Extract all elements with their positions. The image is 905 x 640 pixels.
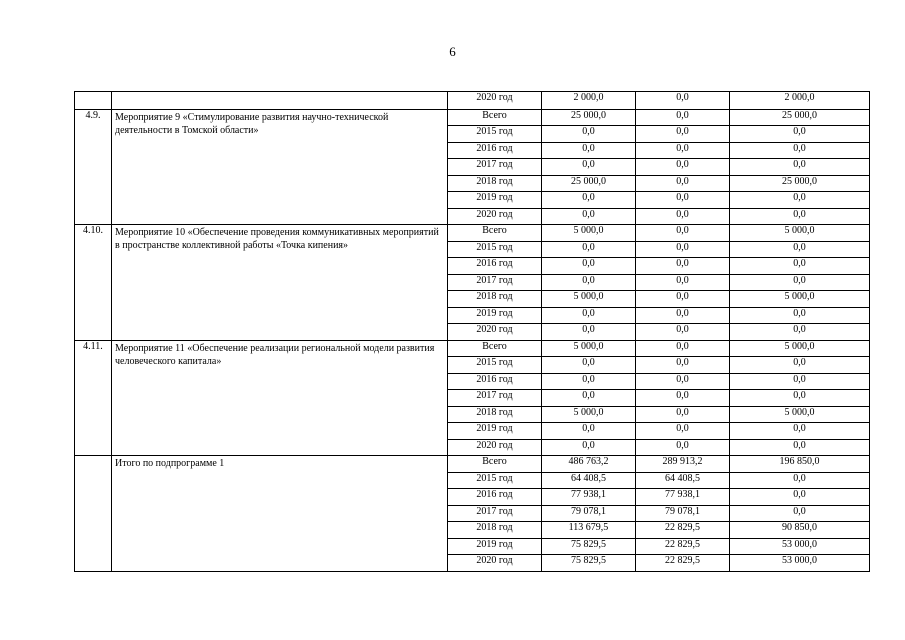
year-cell: 2015 год	[448, 357, 542, 374]
total-cell: 0,0	[542, 357, 636, 374]
value-cell-col3: 0,0	[730, 192, 870, 209]
value-cell-col2: 289 913,2	[636, 456, 730, 473]
item-title	[112, 92, 448, 110]
table-body	[75, 92, 870, 572]
year-cell: 2018 год	[448, 175, 542, 192]
value-cell-col2: 77 938,1	[636, 489, 730, 506]
total-cell: 5 000,0	[542, 291, 636, 308]
value-cell-col2: 22 829,5	[636, 538, 730, 555]
year-cell: 2019 год	[448, 307, 542, 324]
value-cell-col3: 5 000,0	[730, 225, 870, 242]
value-cell-col3: 196 850,0	[730, 456, 870, 473]
year-cell: 2015 год	[448, 126, 542, 143]
value-cell-col3: 0,0	[730, 258, 870, 275]
value-cell-col3: 53 000,0	[730, 538, 870, 555]
item-title: Мероприятие 10 «Обеспечение проведения коммуникативных мероприятий в пространстве коллективной работы «Точка кипения»	[112, 225, 448, 341]
total-cell: 0,0	[542, 274, 636, 291]
year-cell: 2016 год	[448, 258, 542, 275]
page-number: 6	[449, 44, 456, 59]
value-cell-col3: 25 000,0	[730, 109, 870, 126]
year-cell: Всего	[448, 456, 542, 473]
total-cell: 0,0	[542, 307, 636, 324]
total-cell: 486 763,2	[542, 456, 636, 473]
value-cell-col2: 0,0	[636, 109, 730, 126]
value-cell-col3: 0,0	[730, 274, 870, 291]
value-cell-col2: 0,0	[636, 225, 730, 242]
table-row	[75, 109, 870, 126]
year-cell: 2017 год	[448, 390, 542, 407]
year-cell: 2017 год	[448, 505, 542, 522]
value-cell-col2: 22 829,5	[636, 522, 730, 539]
total-cell: 0,0	[542, 390, 636, 407]
value-cell-col3: 0,0	[730, 159, 870, 176]
value-cell-col3: 0,0	[730, 142, 870, 159]
item-title: Мероприятие 11 «Обеспечение реализации региональной модели развития человеческого капитала»	[112, 340, 448, 456]
value-cell-col3: 0,0	[730, 439, 870, 456]
value-cell-col2: 0,0	[636, 192, 730, 209]
value-cell-col2: 0,0	[636, 291, 730, 308]
total-cell: 79 078,1	[542, 505, 636, 522]
year-cell: 2019 год	[448, 423, 542, 440]
total-cell: 75 829,5	[542, 555, 636, 572]
total-cell: 0,0	[542, 208, 636, 225]
total-cell: 77 938,1	[542, 489, 636, 506]
year-cell: 2016 год	[448, 489, 542, 506]
year-cell: 2018 год	[448, 522, 542, 539]
year-cell: 2017 год	[448, 274, 542, 291]
total-cell: 0,0	[542, 439, 636, 456]
value-cell-col3: 5 000,0	[730, 340, 870, 357]
total-cell: 113 679,5	[542, 522, 636, 539]
item-number: 4.11.	[75, 340, 112, 456]
item-number: 4.10.	[75, 225, 112, 341]
value-cell-col3: 0,0	[730, 423, 870, 440]
value-cell-col2: 0,0	[636, 274, 730, 291]
year-cell: Всего	[448, 340, 542, 357]
value-cell-col3: 0,0	[730, 208, 870, 225]
table-row	[75, 92, 870, 110]
total-cell: 0,0	[542, 126, 636, 143]
total-cell: 0,0	[542, 142, 636, 159]
value-cell-col3: 0,0	[730, 241, 870, 258]
value-cell-col3: 25 000,0	[730, 175, 870, 192]
value-cell-col3: 0,0	[730, 126, 870, 143]
value-cell-col2: 0,0	[636, 241, 730, 258]
year-cell: 2017 год	[448, 159, 542, 176]
value-cell-col2: 0,0	[636, 142, 730, 159]
total-cell: 0,0	[542, 159, 636, 176]
value-cell-col3: 0,0	[730, 390, 870, 407]
year-cell: 2015 год	[448, 472, 542, 489]
value-cell-col2: 64 408,5	[636, 472, 730, 489]
year-cell: 2019 год	[448, 538, 542, 555]
year-cell: 2020 год	[448, 555, 542, 572]
total-cell: 0,0	[542, 241, 636, 258]
total-cell: 0,0	[542, 324, 636, 341]
year-cell: 2016 год	[448, 373, 542, 390]
total-cell: 0,0	[542, 192, 636, 209]
value-cell-col2: 0,0	[636, 423, 730, 440]
year-cell: 2020 год	[448, 92, 542, 110]
year-cell: 2015 год	[448, 241, 542, 258]
value-cell-col2: 0,0	[636, 324, 730, 341]
table-row	[75, 456, 870, 473]
value-cell-col3: 0,0	[730, 489, 870, 506]
value-cell-col3: 0,0	[730, 357, 870, 374]
value-cell-col2: 0,0	[636, 159, 730, 176]
value-cell-col2: 0,0	[636, 357, 730, 374]
value-cell-col2: 0,0	[636, 258, 730, 275]
year-cell: 2020 год	[448, 324, 542, 341]
year-cell: Всего	[448, 109, 542, 126]
value-cell-col3: 0,0	[730, 307, 870, 324]
value-cell-col2: 0,0	[636, 390, 730, 407]
value-cell-col2: 79 078,1	[636, 505, 730, 522]
total-cell: 5 000,0	[542, 225, 636, 242]
year-cell: 2019 год	[448, 192, 542, 209]
budget-table	[74, 91, 870, 572]
value-cell-col2: 0,0	[636, 307, 730, 324]
value-cell-col2: 0,0	[636, 439, 730, 456]
total-cell: 25 000,0	[542, 175, 636, 192]
total-cell: 75 829,5	[542, 538, 636, 555]
value-cell-col3: 5 000,0	[730, 406, 870, 423]
value-cell-col3: 0,0	[730, 373, 870, 390]
value-cell-col3: 5 000,0	[730, 291, 870, 308]
item-number	[75, 92, 112, 110]
item-number: 4.9.	[75, 109, 112, 225]
year-cell: 2018 год	[448, 406, 542, 423]
value-cell-col3: 0,0	[730, 472, 870, 489]
total-cell: 5 000,0	[542, 340, 636, 357]
value-cell-col3: 2 000,0	[730, 92, 870, 110]
table-row	[75, 340, 870, 357]
value-cell-col3: 90 850,0	[730, 522, 870, 539]
value-cell-col2: 22 829,5	[636, 555, 730, 572]
value-cell-col3: 0,0	[730, 324, 870, 341]
value-cell-col2: 0,0	[636, 340, 730, 357]
year-cell: 2018 год	[448, 291, 542, 308]
value-cell-col3: 53 000,0	[730, 555, 870, 572]
total-cell: 2 000,0	[542, 92, 636, 110]
value-cell-col2: 0,0	[636, 373, 730, 390]
total-cell: 64 408,5	[542, 472, 636, 489]
year-cell: 2016 год	[448, 142, 542, 159]
value-cell-col2: 0,0	[636, 126, 730, 143]
total-cell: 25 000,0	[542, 109, 636, 126]
year-cell: 2020 год	[448, 208, 542, 225]
total-cell: 0,0	[542, 258, 636, 275]
total-cell: 0,0	[542, 373, 636, 390]
value-cell-col3: 0,0	[730, 505, 870, 522]
value-cell-col2: 0,0	[636, 406, 730, 423]
value-cell-col2: 0,0	[636, 175, 730, 192]
item-number	[75, 456, 112, 572]
table-row	[75, 225, 870, 242]
value-cell-col2: 0,0	[636, 92, 730, 110]
value-cell-col2: 0,0	[636, 208, 730, 225]
item-title: Мероприятие 9 «Стимулирование развития научно-технической деятельности в Томской области»	[112, 109, 448, 225]
year-cell: 2020 год	[448, 439, 542, 456]
item-title: Итого по подпрограмме 1	[112, 456, 448, 572]
year-cell: Всего	[448, 225, 542, 242]
total-cell: 0,0	[542, 423, 636, 440]
total-cell: 5 000,0	[542, 406, 636, 423]
